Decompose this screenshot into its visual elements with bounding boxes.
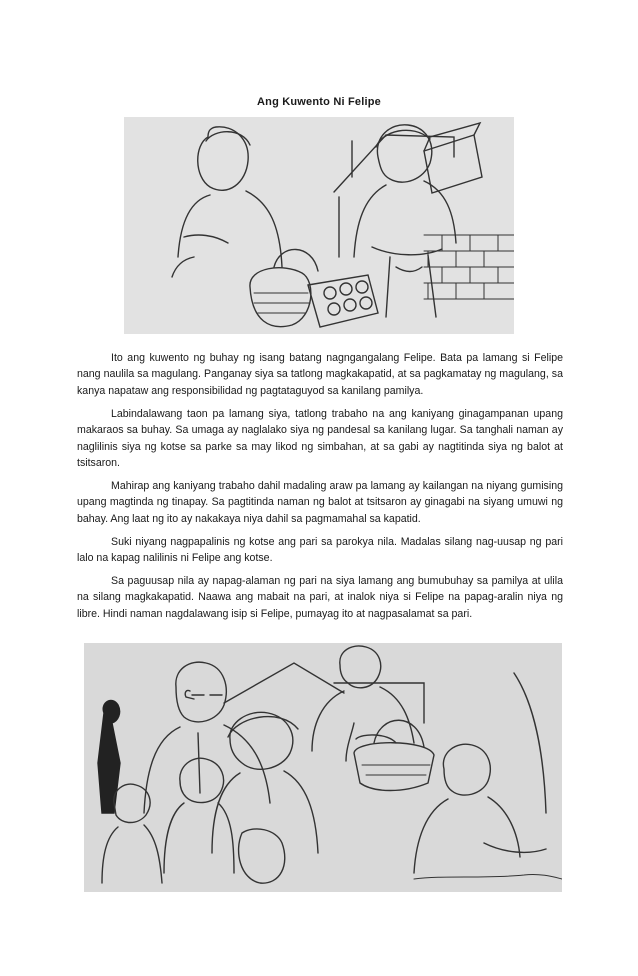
- document-title: Ang Kuwento Ni Felipe: [257, 96, 381, 108]
- story-text: [77, 350, 563, 629]
- illustration-boys-with-basket: [124, 117, 514, 334]
- story-paragraph: Mahirap ang kaniyang trabaho dahil madaling araw pa lamang ay kailangan na niyang gumising upang magtinda ng tinapay. Sa pagtitinda naman ng balot at tsitsaron ay ginagabi na siyang umuwi ng bahay. Ang laat ng ito ay nakakaya niya dahil sa pagmamahal sa kapatid.: [77, 479, 563, 525]
- story-paragraph: Labindalawang taon pa lamang siya, tatlong trabaho na ang kaniyang ginagampanan upang makaraos sa buhay. Sa umaga ay naglalako siya ng pandesal sa kanilang lugar. Sa tanghali naman ay naglilinis siya ng kotse sa parke sa may likod ng simbahan, at sa gabi ay nagtitinda siya ng balot at tsitsaron.: [77, 407, 563, 469]
- illustration-priest-and-children: [84, 643, 562, 892]
- story-paragraph: Sa paguusap nila ay napag-alaman ng pari na siya lamang ang bumubuhay sa pamilya at ulila na silang magkakapatid. Naawa ang mabait na pari, at inalok niya si Felipe na papag-aralin niya ng libre. Hindi naman nagdalawang isip si Felipe, pumayag ito at nagpasalamat sa pari.: [77, 574, 563, 620]
- story-paragraph: Ito ang kuwento ng buhay ng isang batang nagngangalang Felipe. Bata pa lamang si Felipe nang naulila sa magulang. Panganay siya sa tatlong magkakapatid, at sa pagkamatay ng magulang, sa kanya napataw ang responsibilidad ng pagtataguyod sa kanilang pamilya.: [77, 352, 563, 397]
- story-paragraph: Suki niyang nagpapalinis ng kotse ang pari sa parokya nila. Madalas silang nag-uusap ng pari lalo na kapag nalilinis ni Felipe ang kotse.: [77, 535, 563, 564]
